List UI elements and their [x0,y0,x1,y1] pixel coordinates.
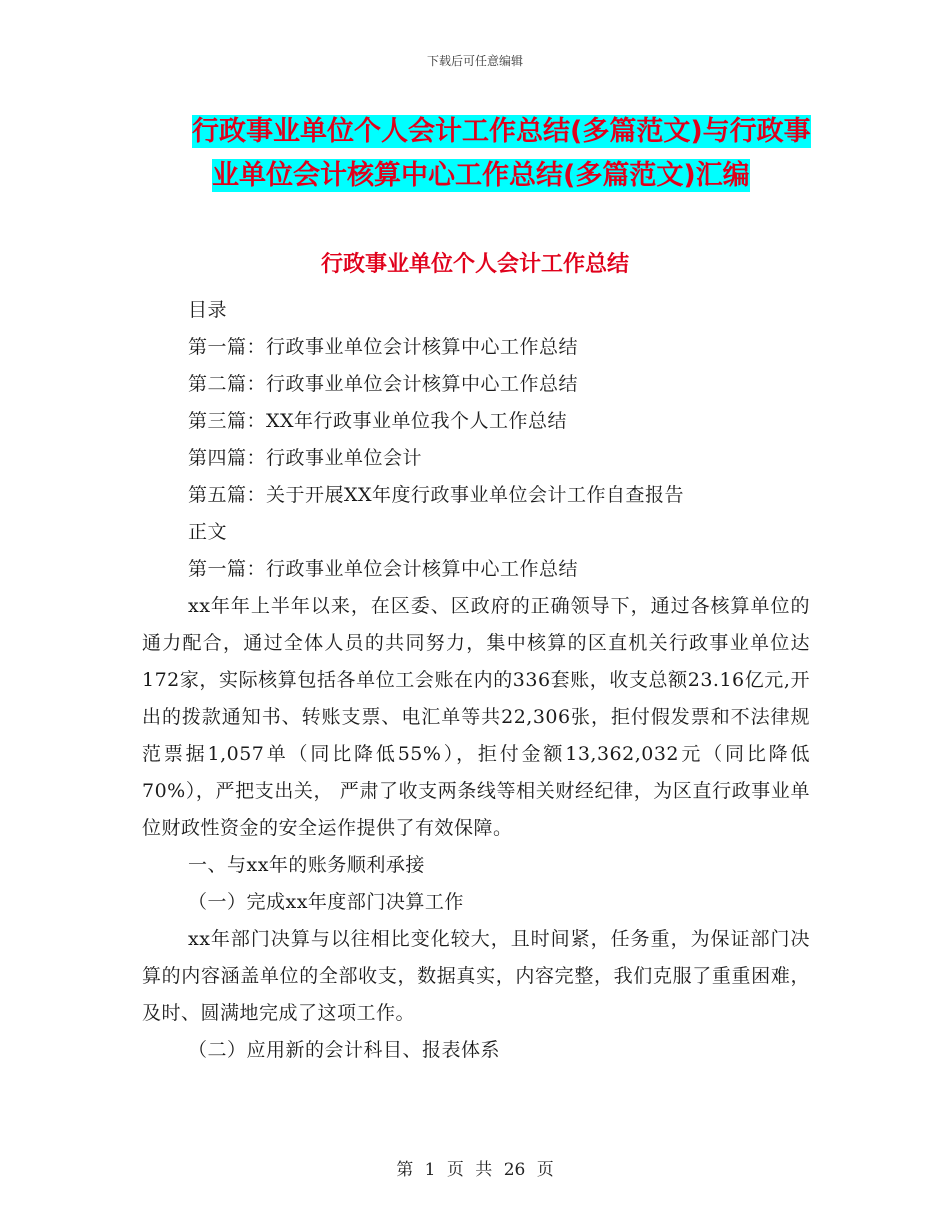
title-line-2 [140,154,840,198]
subsection-heading: （一）完成xx年度部门决算工作 [188,891,464,913]
title-line-1 [140,110,840,154]
page-footer: 第 1 页 共 26 页 [396,1160,554,1180]
document-body [142,292,810,1069]
document-title [140,110,840,198]
toc-item: 第三篇：XX年行政事业单位我个人工作总结 [188,410,568,432]
section-title: 行政事业单位个人会计工作总结 [320,252,629,277]
subsection-heading: （二）应用新的会计科目、报表体系 [188,1039,501,1061]
toc-item: 第五篇：关于开展XX年度行政事业单位会计工作自查报告 [188,484,685,506]
toc-item: 第一篇：行政事业单位会计核算中心工作总结 [188,336,579,358]
title-line-1-text: 行政事业单位个人会计工作总结(多篇范文)与行政事 [192,116,811,147]
title-line-2-text: 业单位会计核算中心工作总结(多篇范文)汇编 [212,160,750,191]
section-heading: 一、与xx年的账务顺利承接 [188,854,425,876]
paragraph: xx年年上半年以来，在区委、区政府的正确领导下，通过各核算单位的通力配合，通过全体人员的共同努力，集中核算的区直机关行政事业单位达172家，实际核算包括各单位工会账在内的336套账，收支总额23.16亿元,开出的拨款通知书、转账支票、电汇单等共22,306张，拒付假发票和不法律规范票据1,057单（同比降低55%），拒付金额13,362,032元（同比降低70%），严把支出关， 严肃了收支两条线等相关财经纪律，为区直行政事业单位财政性资金的安全运作提供了有效保障。 [142,595,810,839]
body-heading: 正文 [188,521,228,543]
toc-heading: 目录 [188,299,228,321]
chapter-title: 第一篇：行政事业单位会计核算中心工作总结 [188,558,579,580]
toc-item: 第二篇：行政事业单位会计核算中心工作总结 [188,373,579,395]
paragraph: xx年部门决算与以往相比变化较大，且时间紧，任务重，为保证部门决算的内容涵盖单位的全部收支，数据真实，内容完整，我们克服了重重困难，及时、圆满地完成了这项工作。 [142,928,810,1024]
header-note: 下载后可任意编辑 [426,54,523,68]
toc-item: 第四篇：行政事业单位会计 [188,447,423,469]
